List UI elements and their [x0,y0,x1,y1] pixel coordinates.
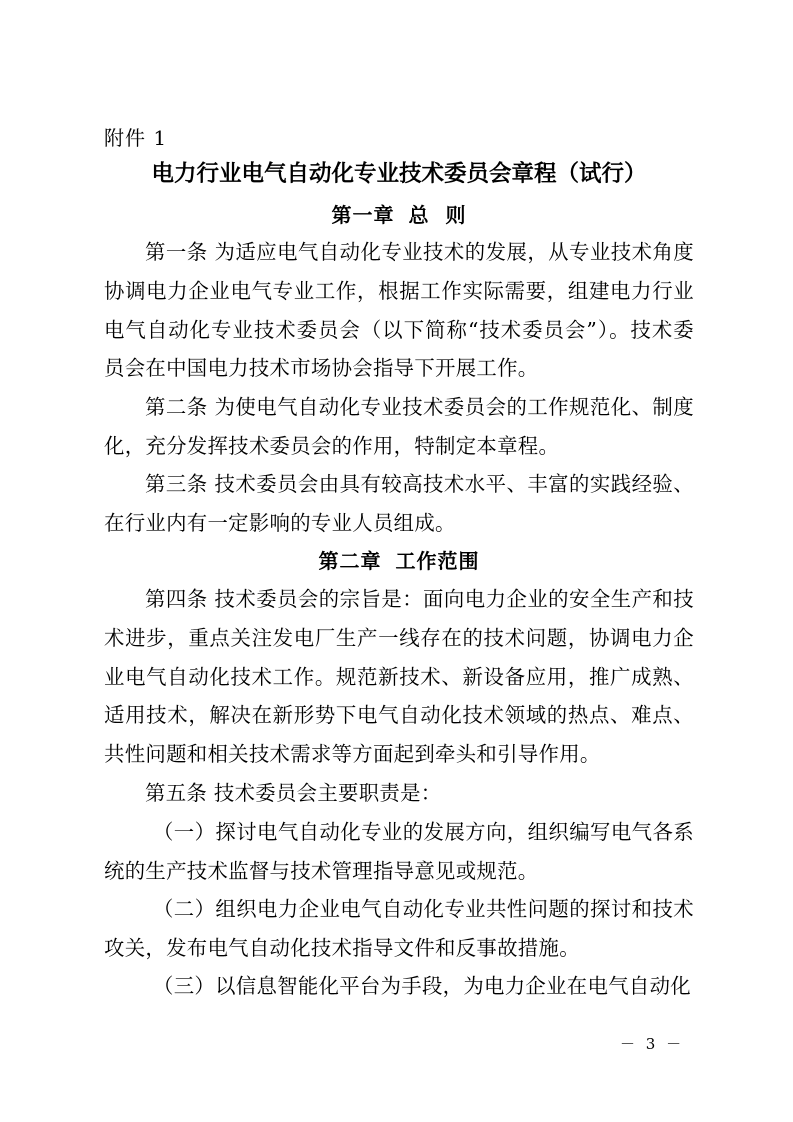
article-text: 技术委员会的宗旨是：面向电力企业的安全生产和技术进步，重点关注发电厂生产一线存在的技术问题，协调电力企业电气自动化技术工作。规范新技术、新设备应用，推广成熟、适用技术，解决在新形势下电气自动化技术领域的热点、难点、共性问题和相关技术需求等方面起到牵头和引导作用。 [104,587,694,767]
article-label: 第四条 [145,587,208,611]
chapter-heading-1 [104,200,694,230]
article-2 [104,388,694,466]
article-label: 第一条 [145,240,208,264]
chapter-number: 第一章 [331,203,395,227]
attachment-label: 附件 1 [104,126,168,150]
page-number: － 3 － [620,1035,685,1053]
duty-item-1: （一）探讨电气自动化专业的发展方向，组织编写电气各系统的生产技术监督与技术管理指导意见或规范。 [104,820,694,883]
chapter-name: 总 则 [408,203,467,227]
duty-item-3: （三）以信息智能化平台为手段，为电力企业在电气自动化 [153,974,691,998]
article-text: 为使电气自动化专业技术委员会的工作规范化、制度化，充分发挥技术委员会的作用，特制定本章程。 [104,395,694,458]
article-1 [104,233,694,388]
article-5 [104,774,694,813]
chapter-heading-2 [104,546,694,576]
article-text: 为适应电气自动化专业技术的发展，从专业技术角度协调电力企业电气专业工作，根据工作实际需要，组建电力行业电气自动化专业技术委员会（以下简称“技术委员会”）。技术委员会在中国电力技术市场协会指导下开展工作。 [104,240,694,381]
chapter-number: 第二章 [318,549,382,573]
duty-item-2: （二）组织电力企业电气自动化专业共性问题的探讨和技术攻关，发布电气自动化技术指导文件和反事故措施。 [104,897,694,960]
article-label: 第五条 [145,781,208,805]
chapter-name: 工作范围 [395,549,480,573]
article-label: 第三条 [145,472,208,496]
article-4 [104,580,694,774]
article-text: 技术委员会主要职责是： [213,781,442,805]
document-title: 电力行业电气自动化专业技术委员会章程（试行） [151,161,647,187]
article-3 [104,465,694,543]
article-label: 第二条 [145,395,208,419]
article-text: 技术委员会由具有较高技术水平、丰富的实践经验、在行业内有一定影响的专业人员组成。 [104,472,694,535]
